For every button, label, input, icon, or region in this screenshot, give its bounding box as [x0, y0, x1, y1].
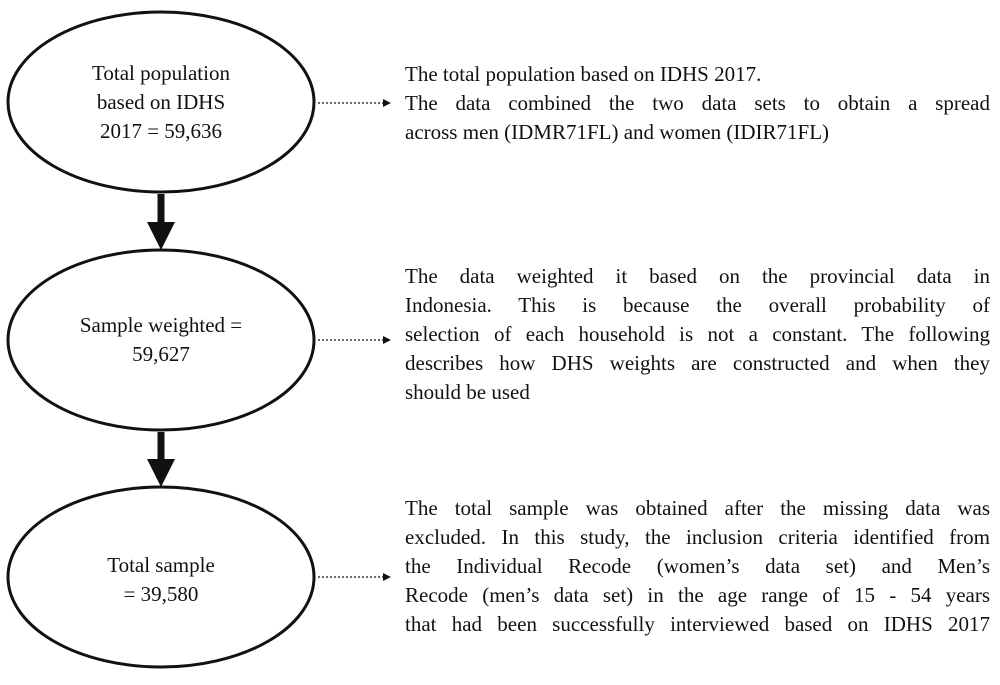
description-total-population [405, 60, 990, 147]
description-line: The data weighted it based on the provincial data in [405, 264, 990, 288]
node-label-sample-weighted [20, 290, 302, 390]
description-sample-weighted [405, 262, 990, 407]
description-line: The data combined the two data sets to obtain a spread [405, 91, 990, 115]
description-line: The total population based on IDHS 2017. [405, 62, 762, 86]
description-total-sample [405, 494, 990, 639]
description-line: selection of each household is not a constant. The following [405, 322, 990, 346]
node-text-line: Total sample [107, 553, 215, 577]
description-line: Indonesia. This is because the overall probability of [405, 293, 990, 317]
node-text-line: 2017 = 59,636 [99, 118, 223, 143]
node-text-line: Total population [92, 60, 230, 85]
node-text-line: = 39,580 [123, 582, 199, 606]
node-label-total-population [20, 40, 302, 164]
description-line: Recode (men’s data set) in the age range of 15 - 54 years [405, 583, 990, 607]
node-text-line: based on IDHS [96, 89, 226, 114]
description-line: describes how DHS weights are constructed and when they [405, 351, 990, 375]
description-line: across men (IDMR71FL) and women (IDIR71FL) [405, 120, 830, 144]
description-line: excluded. In this study, the inclusion criteria identified from [405, 525, 990, 549]
node-text-line: Sample weighted = [79, 313, 243, 337]
description-line: the Individual Recode (women’s data set) and Men’s [405, 554, 990, 578]
description-line: that had been successfully interviewed based on IDHS 2017 [405, 612, 990, 636]
node-text-line: 59,627 [132, 342, 190, 366]
description-line: should be used [405, 380, 530, 404]
node-label-total-sample [20, 530, 302, 630]
description-line: The total sample was obtained after the missing data was [405, 496, 990, 520]
